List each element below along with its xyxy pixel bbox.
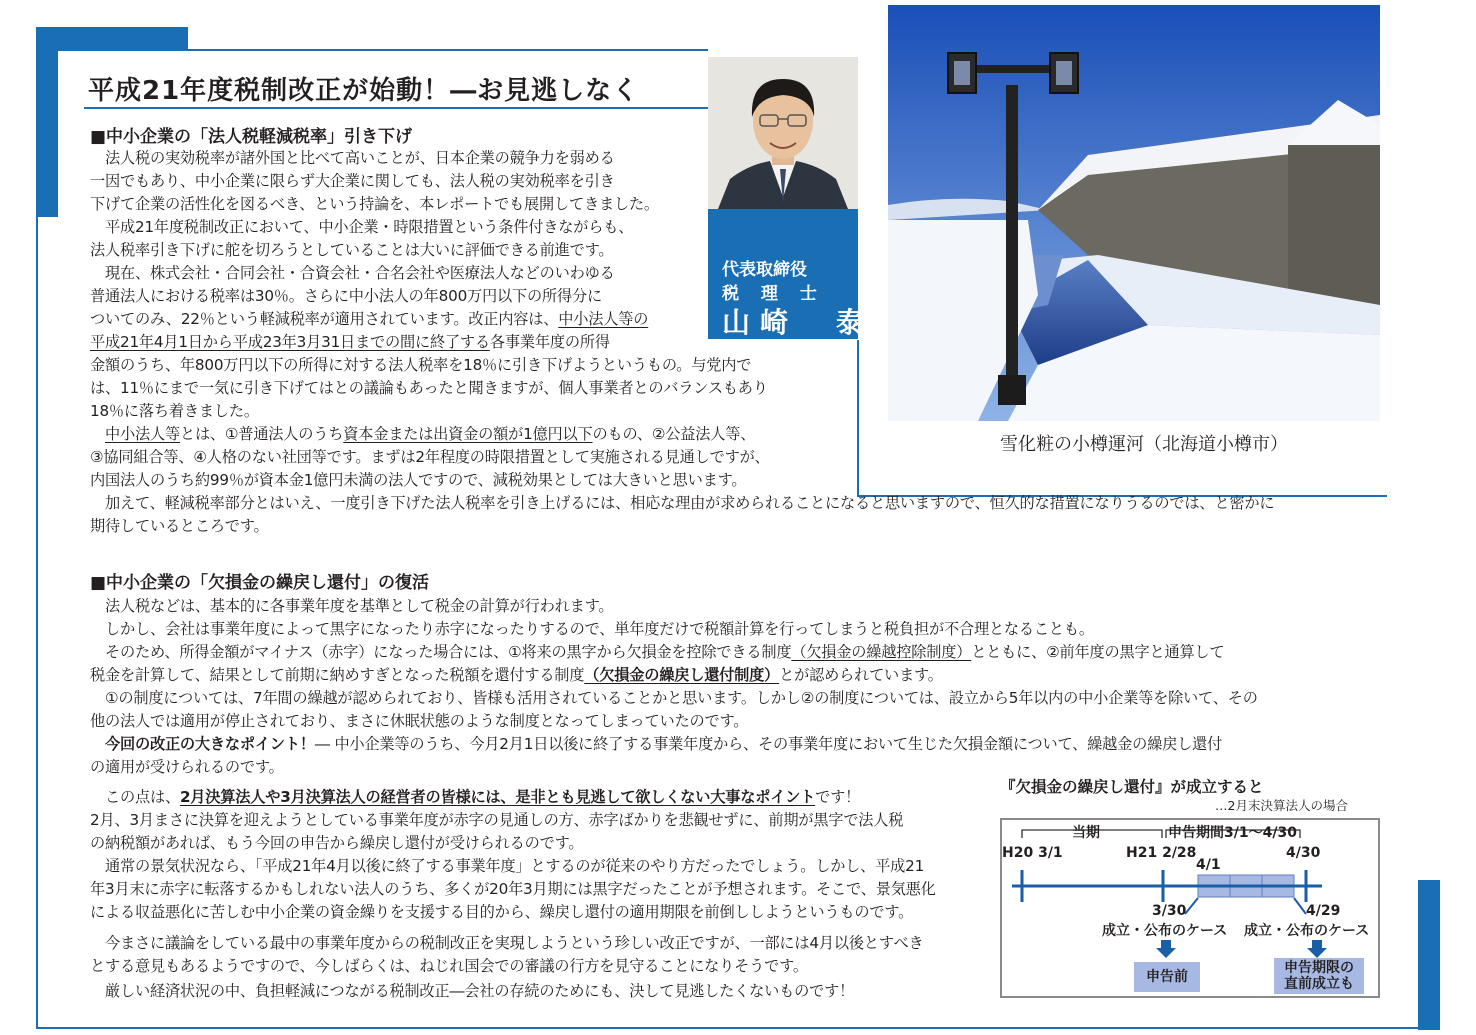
frame-corner-top bbox=[36, 27, 188, 49]
body-line: 法人税の実効税率が諸外国と比べて高いことが、日本企業の競争力を弱める bbox=[90, 149, 615, 167]
body-line: 中小法人等とは、①普通法人のうち資本金または出資金の額が1億円以下のもの、②公益法人等、 bbox=[105, 425, 756, 443]
frame-line bbox=[58, 49, 708, 51]
body-line: 厳しい経済状況の中、負担軽減につながる税制改正―会社の存続のためにも、決して見逃したくないものです！ bbox=[90, 982, 855, 1000]
body-line: 金額のうち、年800万円以下の所得に対する法人税率を18％に引き下げようというもの。与党内で bbox=[90, 356, 752, 374]
case-label: 成立・公布のケース bbox=[1102, 923, 1228, 939]
body-line: の適用が受けられるのです。 bbox=[90, 758, 284, 776]
author-name: 山崎 泰 bbox=[722, 306, 875, 339]
body-line: 期待しているところです。 bbox=[90, 517, 269, 535]
body-line: の納税額があれば、もう今回の申告から繰戻し還付が受けられるのです。 bbox=[90, 834, 584, 852]
author-nameplate bbox=[708, 209, 875, 339]
body-line: 一因でもあり、中小企業に限らず大企業に関しても、法人税の実効税率を引き bbox=[90, 172, 615, 190]
body-line: 法人税率引き下げに舵を切ろうとしていることは大いに評価できる前進です。 bbox=[90, 241, 614, 259]
body-line: 現在、株式会社・合同会社・合資会社・合名会社や医療法人などのいわゆる bbox=[90, 264, 615, 282]
frame-corner-bottom-right bbox=[1418, 880, 1440, 1030]
section1-heading: ■中小企業の「法人税軽減税率」引き下げ bbox=[90, 127, 413, 147]
body-line: ①の制度については、7年間の繰越が認められており、皆様も活用されていることかと思います。しかし②の制度については、設立から5年以内の中小企業等を除いて、その bbox=[90, 689, 1258, 707]
body-line: 今回の改正の大きなポイント！― 中小企業等のうち、今月2月1日以後に終了する事業年度から、その事業年度において生じた欠損金額について、繰越金の繰戻し還付 bbox=[90, 735, 1223, 753]
body-line: 下げて企業の活性化を図るべき、という持論を、本レポートでも展開してきました。 bbox=[90, 195, 659, 213]
before-filing-box: 申告前 bbox=[1134, 962, 1200, 992]
frame-line bbox=[857, 340, 859, 497]
title-rule bbox=[84, 107, 708, 109]
period-label: 当期 bbox=[1072, 825, 1100, 841]
diagram-title: 『欠損金の繰戻し還付』が成立すると bbox=[1000, 778, 1264, 796]
frame-line bbox=[36, 217, 38, 1029]
body-line: 今まさに議論をしている最中の事業年度からの税制改正を実現しようという珍しい改正ですが、一部には4月以後とすべき bbox=[90, 934, 924, 952]
body-line: 普通法人における税率は30％。さらに中小法人の年800万円以下の所得分に bbox=[90, 287, 602, 305]
author-portrait bbox=[708, 57, 858, 209]
diagram-subtitle: …2月末決算法人の場合 bbox=[1215, 798, 1348, 813]
body-line: 18％に落ち着きました。 bbox=[90, 402, 259, 420]
body-line: 2月、3月まさに決算を迎えようとしている事業年度が赤字の見通しの方、赤字ばかりを悲観せずに、前期が黒字で法人税 bbox=[90, 811, 904, 829]
body-line: ついてのみ、22％という軽減税率が適用されています。改正内容は、中小法人等の bbox=[90, 310, 649, 328]
date-label: 4/29 bbox=[1306, 903, 1341, 919]
photo-caption: 雪化粧の小樽運河（北海道小樽市） bbox=[1000, 434, 1288, 455]
body-line: による収益悪化に苦しむ中小企業の資金繰りを支援する目的から、繰戻し還付の適用期限を前倒ししようというものです。 bbox=[90, 903, 914, 921]
body-line: は、11％にまで一気に引き下げてはとの議論もあったと聞きますが、個人事業者とのバランスもあり bbox=[90, 379, 768, 397]
body-line: 他の法人では適用が停止されており、まさに休眠状態のような制度となってしまっていたのです。 bbox=[90, 712, 749, 730]
body-line: 通常の景気状況なら、「平成21年4月以後に終了する事業年度」とするのが従来のやり方だったでしょう。しかし、平成21 bbox=[90, 857, 925, 875]
body-line: 内国法人のうち約99％が資本金1億円未満の法人ですので、減税効果としては大きいと思います。 bbox=[90, 471, 747, 489]
date-label: 4/30 bbox=[1286, 845, 1321, 861]
body-line: 法人税などは、基本的に各事業年度を基準として税金の計算が行われます。 bbox=[90, 597, 614, 615]
frame-line bbox=[36, 1027, 1420, 1029]
otaru-canal-photo bbox=[888, 5, 1380, 421]
body-line: とする意見もあるようですので、今しばらくは、ねじれ国会での審議の行方を見守ることになりそうです。 bbox=[90, 957, 808, 975]
date-label: 3/30 bbox=[1152, 903, 1187, 919]
body-line: この点は、2月決算法人や3月決算法人の経営者の皆様には、是非とも見逃して欲しくない大事なポイントです！ bbox=[90, 788, 861, 806]
deadline-box: 申告期限の 直前成立も bbox=[1274, 958, 1364, 994]
body-line: 税金を計算して、結果として前期に納めすぎとなった税額を還付する制度（欠損金の繰戻し還付制度）とが認められています。 bbox=[90, 666, 943, 684]
body-line: ③協同組合等、④人格のない社団等です。まずは2年程度の時限措置として実施される見通しですが、 bbox=[90, 448, 770, 466]
body-line: 平成21年4月1日から平成23年3月31日までの間に終了する各事業年度の所得 bbox=[90, 333, 610, 351]
author-title: 税 理 士 bbox=[722, 284, 825, 304]
body-line: そのため、所得金額がマイナス（赤字）になった場合には、①将来の黒字から欠損金を控除できる制度（欠損金の繰越控除制度）とともに、②前年度の黒字と通算して bbox=[90, 643, 1225, 661]
author-role: 代表取締役 bbox=[722, 260, 807, 280]
case-label: 成立・公布のケース bbox=[1244, 923, 1370, 939]
body-line: しかし、会社は事業年度によって黒字になったり赤字になったりするので、単年度だけで税額計算を行ってしまうと税負担が不合理となることも。 bbox=[90, 620, 1094, 638]
date-label: 4/1 bbox=[1196, 857, 1221, 873]
page-title: 平成21年度税制改正が始動！―お見逃しなく bbox=[88, 76, 640, 106]
filing-period-label: 申告期間3/1〜4/30 bbox=[1168, 825, 1297, 841]
date-label: H21 2/28 bbox=[1126, 845, 1197, 861]
section2-heading: ■中小企業の「欠損金の繰戻し還付」の復活 bbox=[90, 573, 430, 593]
body-line: 加えて、軽減税率部分とはいえ、一度引き下げた法人税率を引き上げるには、相応な理由が求められることになると思いますので、恒久的な措置になりうるのでは、と密かに bbox=[90, 494, 1275, 512]
date-label: H20 3/1 bbox=[1002, 845, 1063, 861]
frame-corner-left bbox=[36, 27, 58, 217]
body-line: 年3月末に赤字に転落するかもしれない法人のうち、多くが20年3月期には黒字だったことが予想されます。そこで、景気悪化 bbox=[90, 880, 936, 898]
body-line: 平成21年度税制改正において、中小企業・時限措置という条件付きながらも、 bbox=[90, 218, 634, 236]
